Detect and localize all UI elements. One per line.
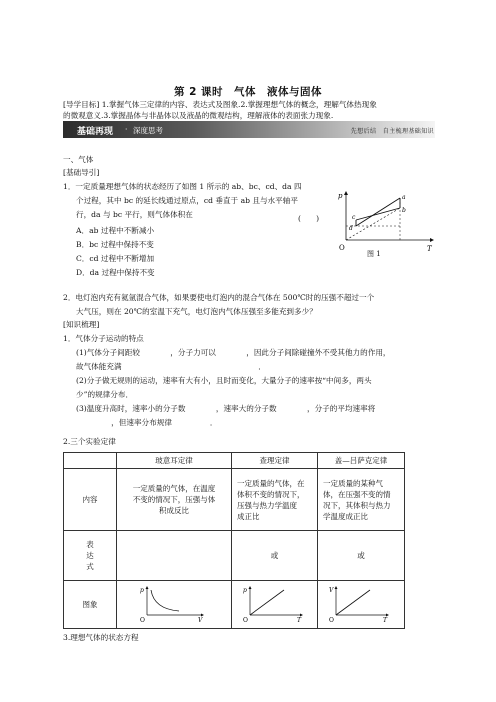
fig1-point-b: b <box>402 207 406 214</box>
q2-line-2: 大气压，则在 20℃的室温下充气，电灯泡内气体压强至多能充到多少？ <box>76 307 317 316</box>
graph-cell-gay-lussac <box>318 581 405 629</box>
content-cell-boyle <box>117 469 232 531</box>
content-cell-gay-lussac <box>318 469 405 531</box>
gay-lussac-axis-x: T <box>383 617 388 623</box>
gay-lussac-axis-y: V <box>329 587 334 594</box>
lesson-title: 第 2 课时 气体 液体与固体 <box>173 86 323 98</box>
section-heading: 一、气体 <box>63 155 94 164</box>
content-charles-line: 压强与热力学温度 <box>237 500 297 510</box>
charles-axis-x: T <box>296 617 301 623</box>
q1-option-c[interactable]: C．cd 过程中不断增加 <box>76 254 155 263</box>
content-cell-charles <box>232 469 318 531</box>
point1-line-3: (2)分子做无规则的运动，速率有大有小，且时而变化，大量分子的速率按“中间多，两头 <box>76 376 372 385</box>
content-charles-line: 体积不变的情况下， <box>237 489 305 499</box>
boyle-origin: O <box>140 617 145 623</box>
expression-label-char: 表 <box>86 540 94 549</box>
objectives-line-1: [导学目标] 1.掌握气体三定律的内容、表达式及图象.2.掌握理想气体的概念，理解气体热现象 <box>63 100 377 109</box>
expression-label-char: 式 <box>86 562 94 571</box>
fig1-point-a: a <box>402 194 406 201</box>
boyle-axis-y: p <box>140 587 144 594</box>
gay-lussac-vt-graph <box>328 583 394 623</box>
q1-option-a[interactable]: A．ab 过程中不断减小 <box>76 226 155 235</box>
fig1-axis-y: p <box>338 192 343 200</box>
banner-tagline: 先想后结 自主梳理基础知识 <box>350 128 434 135</box>
content-gay-lussac-line: 学温度成正比 <box>323 511 368 521</box>
point1-line-1: (1)气体分子间距较 ，分子力可以 ，因此分子间除碰撞外不受其他力的作用， <box>76 348 391 357</box>
charles-pt-graph <box>242 583 308 623</box>
content-row-label: 内容 <box>64 469 117 531</box>
table-content-row <box>64 469 405 531</box>
content-charles-line: 成正比 <box>237 511 260 521</box>
content-gay-lussac-line: 一定质量的某种气 <box>323 478 383 488</box>
table-header-boyle: 玻意耳定律 <box>117 453 232 469</box>
gay-lussac-origin: O <box>329 617 334 623</box>
expression-cell-gay-lussac: 或 <box>318 531 405 581</box>
table-header-charles: 查理定律 <box>232 453 318 469</box>
gas-laws-table <box>63 452 405 629</box>
guide-label: [基础导引] <box>63 168 100 177</box>
q1-line-3: 行，da 与 bc 平行，则气体体积在 <box>76 210 193 219</box>
graph-row-label: 图象 <box>64 581 117 629</box>
point1-line-5: (3)温度升高时，速率小的分子数 ，速率大的分子数 ，分子的平均速率将 <box>76 404 376 413</box>
fig1-point-d: d <box>349 225 353 232</box>
banner-subtitle: 深度思考 <box>133 126 163 135</box>
fig1-point-c: c <box>352 214 356 221</box>
content-boyle-line: 一定质量的气体，在温度 <box>132 484 216 493</box>
point3-heading: 3.理想气体的状态方程 <box>63 633 139 642</box>
point1-line-6: ，但速率分布规律 ． <box>96 418 218 427</box>
content-boyle-line: 不变的情况下，压强与体 <box>132 495 216 504</box>
point1-heading: 1．气体分子运动的特点 <box>63 334 144 343</box>
content-charles-line: 一定质量的气体，在 <box>237 478 305 488</box>
objectives-line-2: 的微观意义.3.掌握晶体与非晶体以及液晶的微观结构，理解液体的表面张力现象. <box>63 111 334 120</box>
content-boyle-line: 积成反比 <box>159 506 189 515</box>
content-gay-lussac-line: 体，在压强不变的情 <box>323 489 391 499</box>
q1-option-b[interactable]: B．bc 过程中保持不变 <box>76 240 154 249</box>
point1-line-4: 少”的规律分布． <box>76 390 134 399</box>
answer-paren: ( ) <box>298 214 320 223</box>
fig1-origin: O <box>339 244 345 252</box>
table-header-empty <box>64 453 117 469</box>
q1-option-d[interactable]: D．da 过程中保持不变 <box>76 268 155 277</box>
content-gay-lussac-line: 况下，其体积与热力 <box>323 500 391 510</box>
expression-cell-charles: 或 <box>232 531 318 581</box>
expression-row-label <box>64 531 117 581</box>
boyle-axis-x: V <box>198 617 203 623</box>
table-expression-row <box>64 531 405 581</box>
q1-line-2: 个过程，其中 bc 的延长线通过原点，cd 垂直于 ab 且与水平轴平 <box>76 196 298 205</box>
graph-cell-charles <box>232 581 318 629</box>
charles-axis-y: p <box>242 587 247 594</box>
banner-dot: · <box>125 125 128 134</box>
fig1-axis-x: T <box>427 245 432 253</box>
table-header-gay-lussac: 盖—吕萨克定律 <box>318 453 405 469</box>
expression-cell-boyle <box>117 531 232 581</box>
point1-line-2: 故气体能充满 ． <box>76 362 266 371</box>
expression-label-char: 达 <box>86 551 94 560</box>
review-label: [知识梳理] <box>63 320 100 329</box>
graph-cell-boyle <box>117 581 232 629</box>
boyle-pv-graph <box>139 583 209 623</box>
point2-heading: 2.三个实验定律 <box>63 437 116 446</box>
charles-origin: O <box>242 617 248 623</box>
banner-title: 基础再现 <box>77 127 114 137</box>
table-graph-row <box>64 581 405 629</box>
figure-1-pt-diagram <box>338 188 436 258</box>
q2-line-1: 2．电灯泡内充有氦氩混合气体，如果要使电灯泡内的混合气体在 500℃时的压强不超过一个 <box>63 293 375 302</box>
table-header-row <box>64 453 405 469</box>
q1-line-1: 1．一定质量理想气体的状态经历了如图 1 所示的 ab、bc、cd、da 四 <box>63 182 302 191</box>
figure-1-caption: 图 1 <box>367 250 381 258</box>
